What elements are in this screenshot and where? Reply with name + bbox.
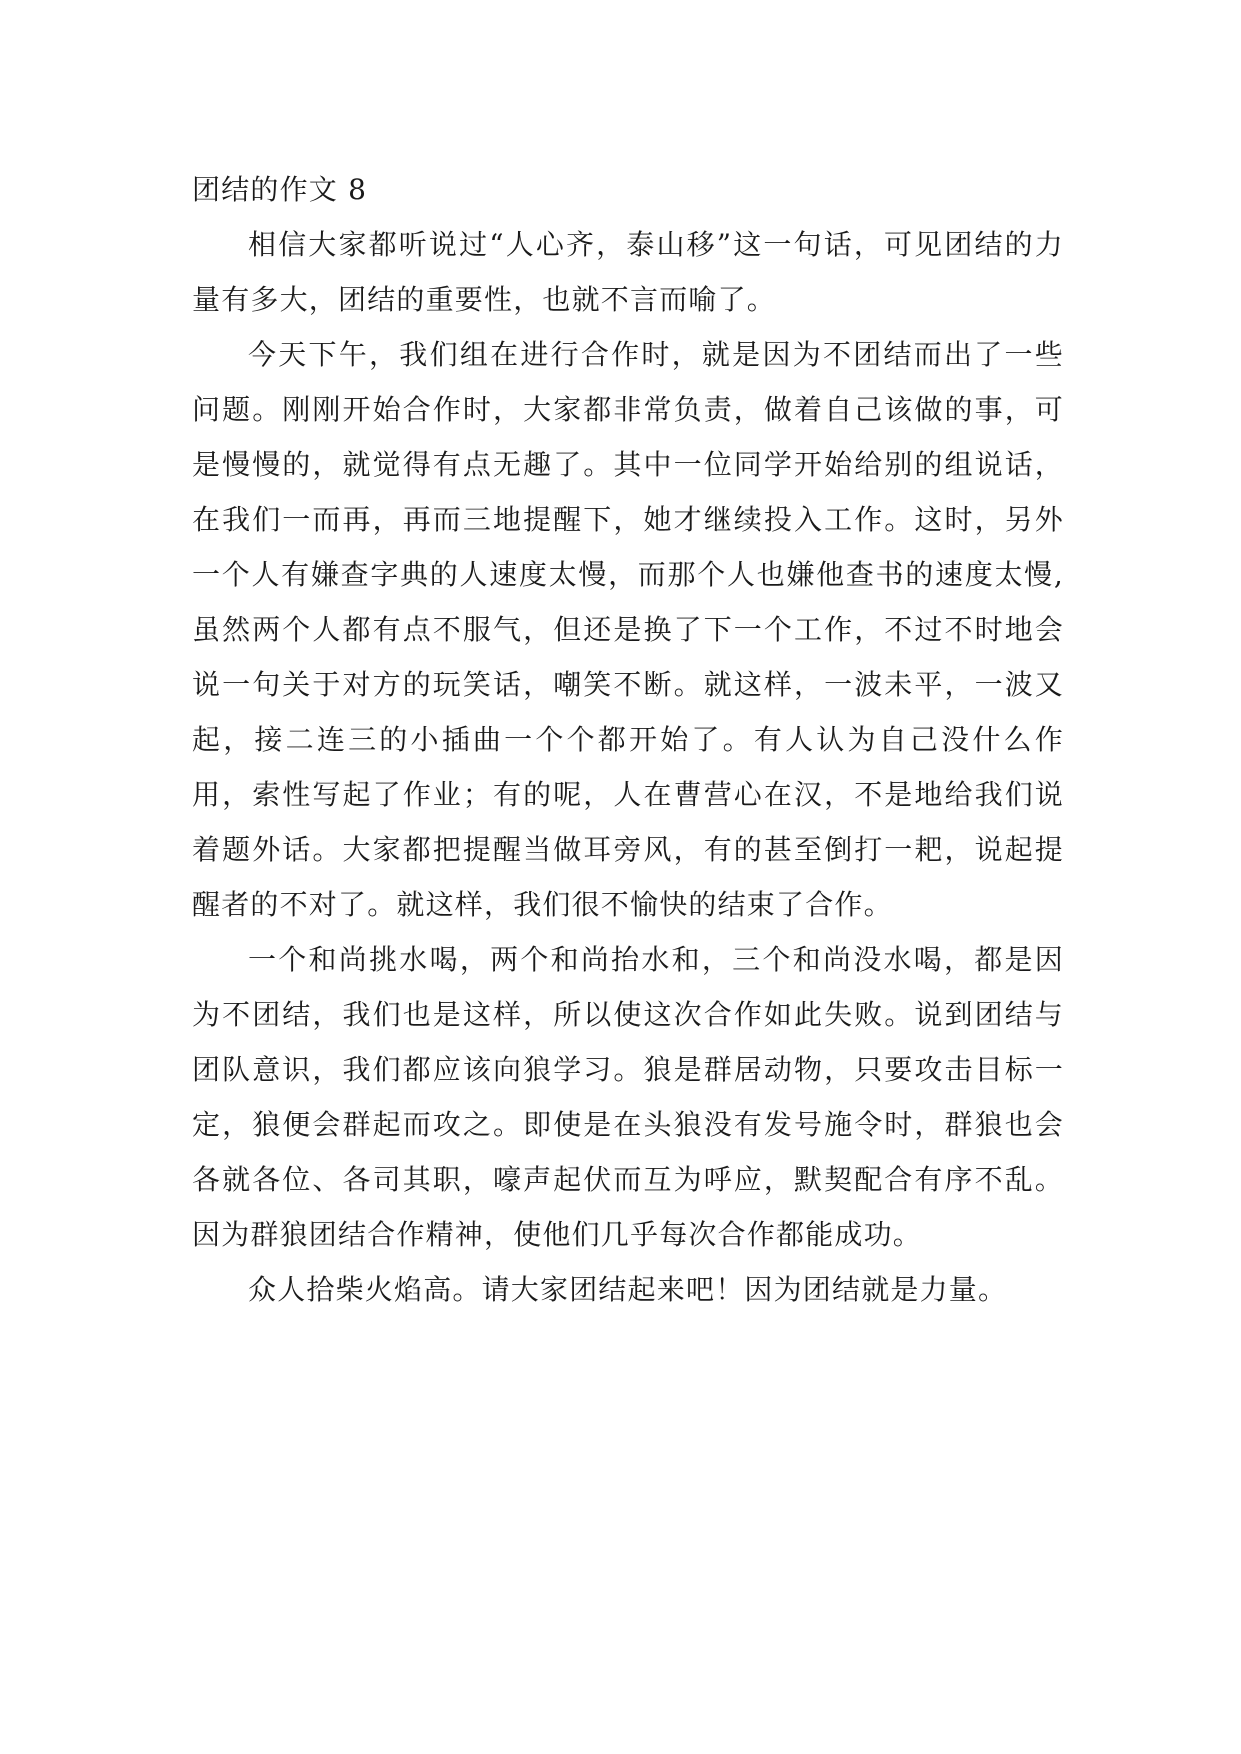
paragraph-3: 一个和尚挑水喝，两个和尚抬水和，三个和尚没水喝，都是因为不团结，我们也是这样，所以使这次合作如此失败。说到团结与团队意识，我们都应该向狼学习。狼是群居动物，只要攻击目标一定，狼便会群起而攻之。即使是在头狼没有发号施令时，群狼也会各就各位、各司其职，嚎声起伏而互为呼应，默契配合有序不乱。因为群狼团结合作精神，使他们几乎每次合作都能成功。: [192, 943, 1064, 1251]
paragraph-1: 相信大家都听说过“人心齐，泰山移”这一句话，可见团结的力量有多大，团结的重要性，也就不言而喻了。: [192, 228, 1064, 316]
document-title: 团结的作文 8: [192, 173, 368, 206]
paragraph-4: 众人拾柴火焰高。请大家团结起来吧！因为团结就是力量。: [248, 1273, 1008, 1306]
paragraph-2: 今天下午，我们组在进行合作时，就是因为不团结而出了一些问题。刚刚开始合作时，大家都非常负责，做着自己该做的事，可是慢慢的，就觉得有点无趣了。其中一位同学开始给别的组说话，在我们一而再，再而三地提醒下，她才继续投入工作。这时，另外一个人有嫌查字典的人速度太慢，而那个人也嫌他查书的速度太慢,虽然两个人都有点不服气，但还是换了下一个工作，不过不时地会说一句关于对方的玩笑话，嘲笑不断。就这样，一波未平，一波又起，接二连三的小插曲一个个都开始了。有人认为自己没什么作用，索性写起了作业；有的呢，人在曹营心在汉，不是地给我们说着题外话。大家都把提醒当做耳旁风，有的甚至倒打一耙，说起提醒者的不对了。就这样，我们很不愉快的结束了合作。: [192, 338, 1064, 921]
document-page: [192, 162, 1064, 1317]
